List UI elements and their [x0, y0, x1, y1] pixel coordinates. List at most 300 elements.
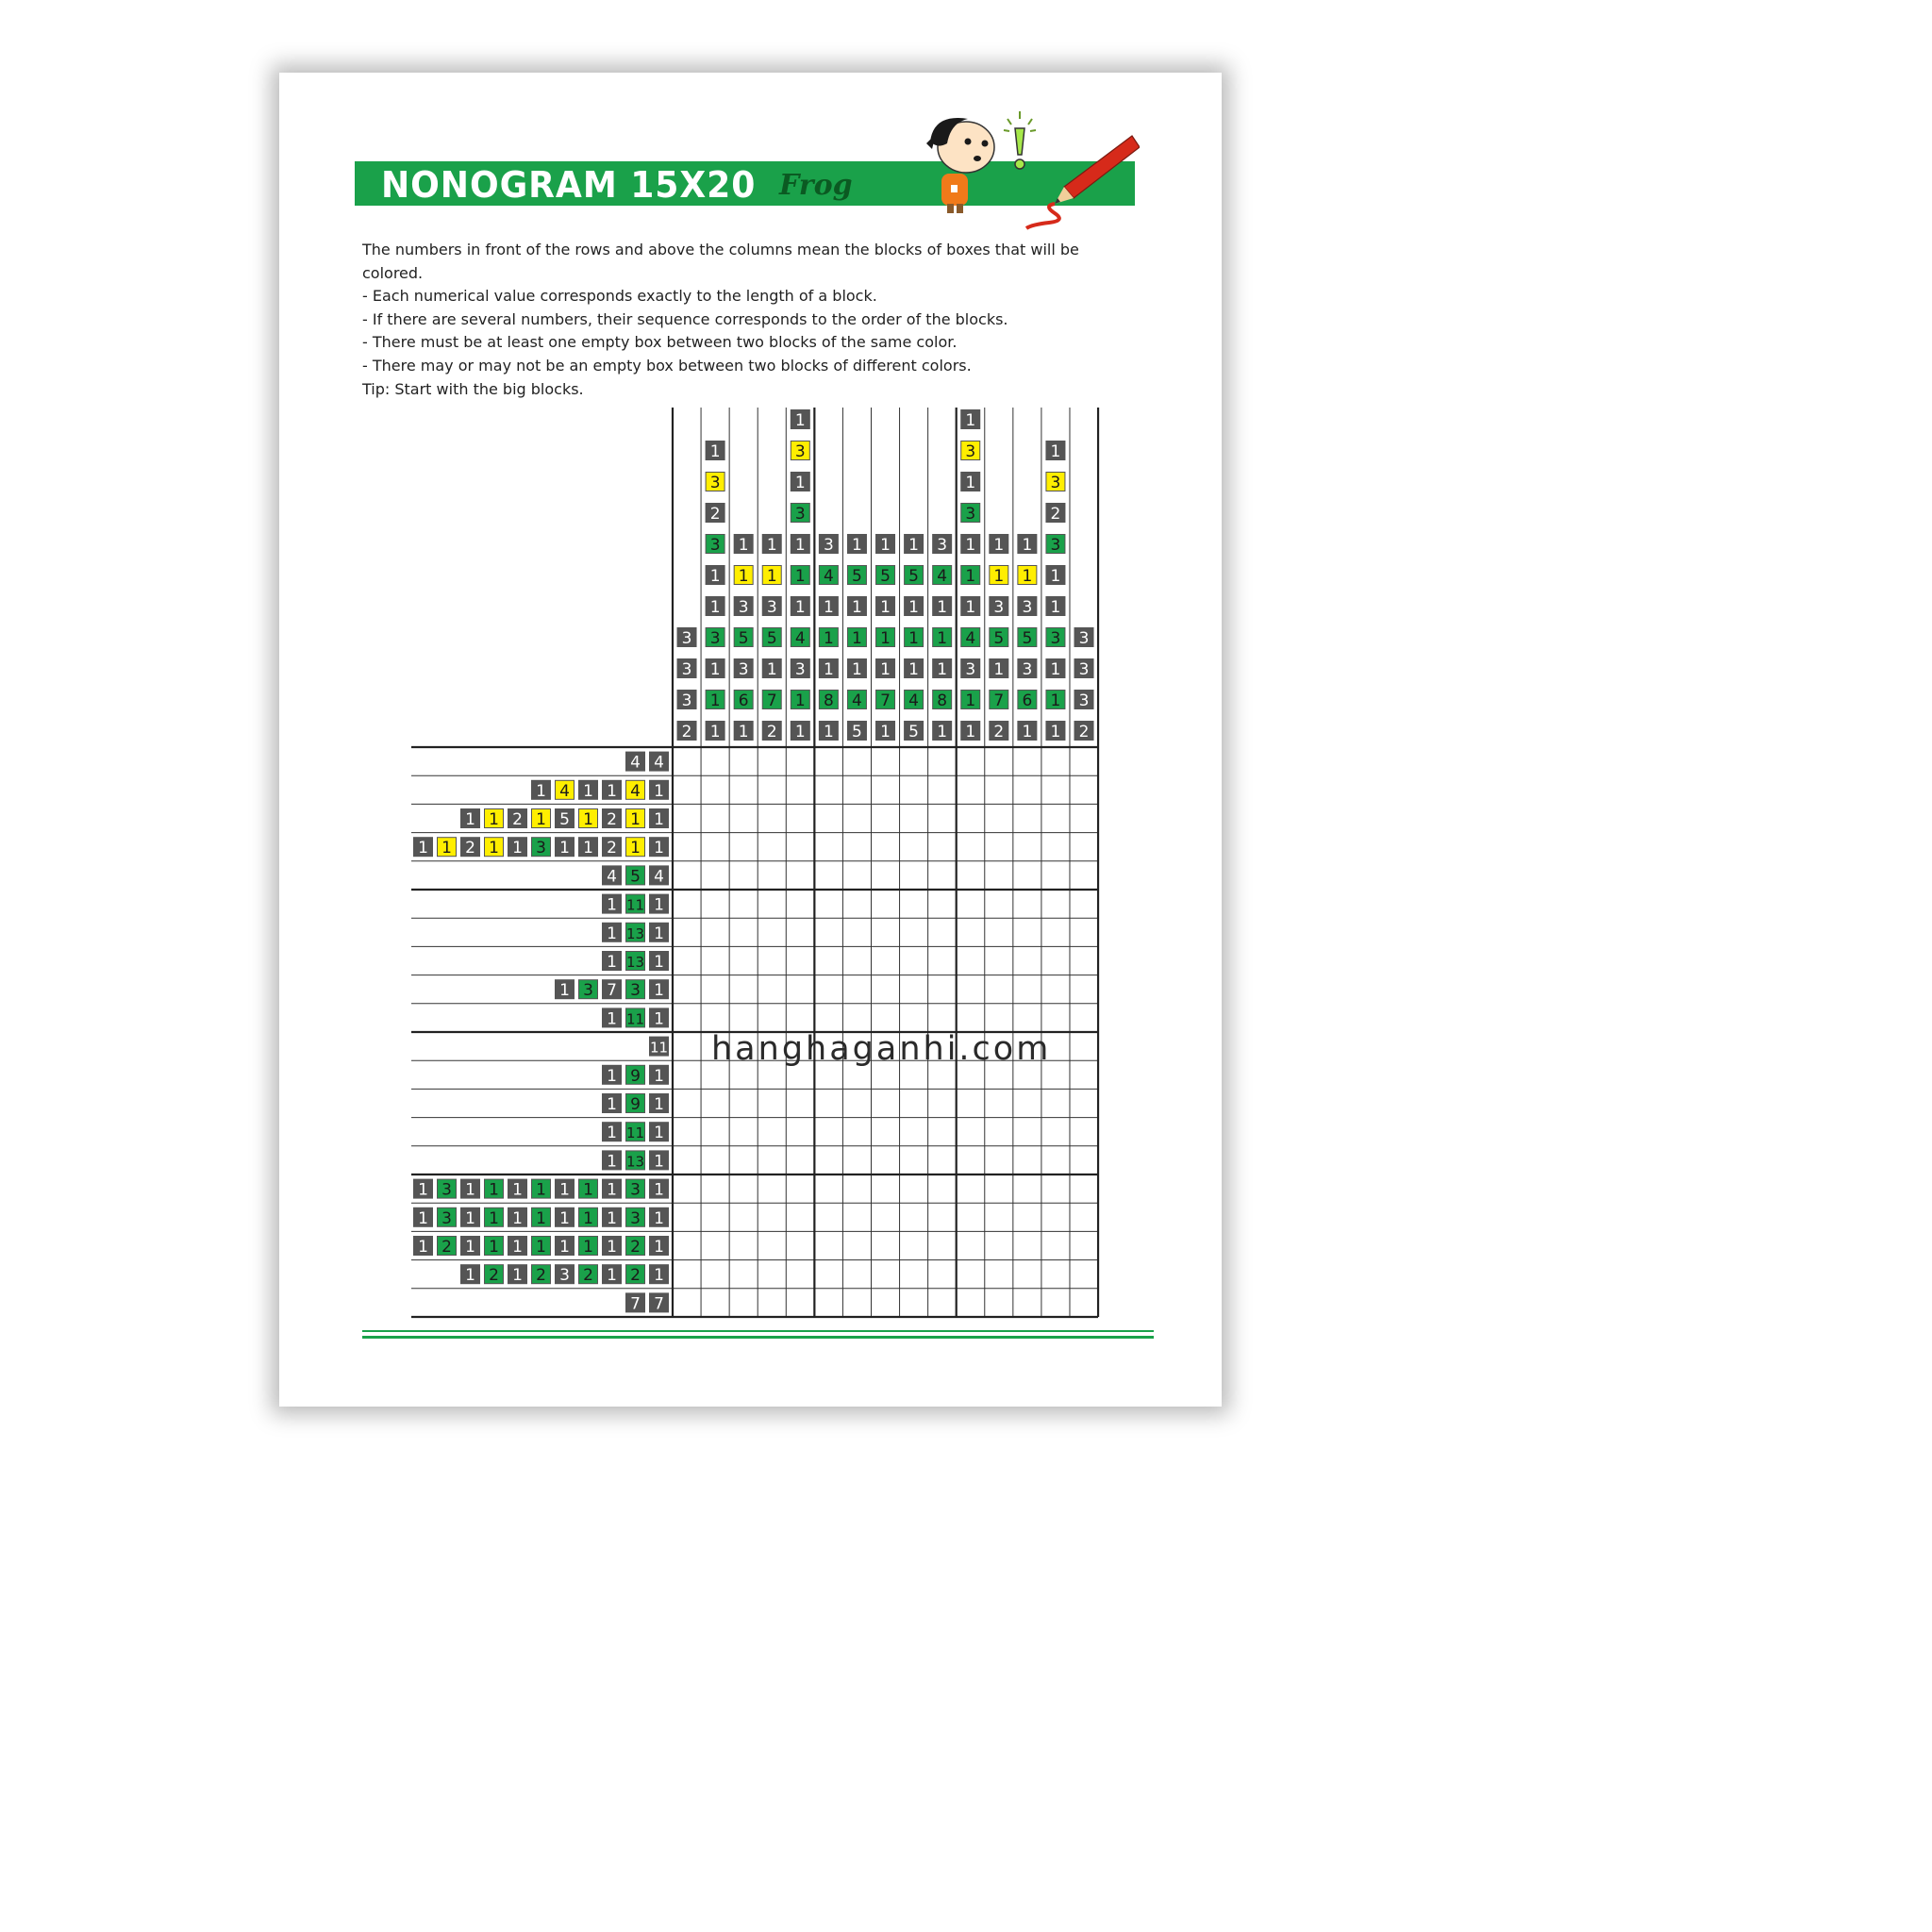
grid-cell[interactable]: [701, 1089, 729, 1117]
grid-cell[interactable]: [842, 1118, 871, 1146]
grid-cell[interactable]: [758, 1289, 786, 1317]
grid-cell[interactable]: [842, 1146, 871, 1174]
grid-cell[interactable]: [871, 946, 899, 974]
grid-cell[interactable]: [786, 833, 814, 861]
grid-cell[interactable]: [957, 804, 985, 832]
grid-cell[interactable]: [701, 1203, 729, 1231]
column-clue-number: 4: [908, 691, 920, 710]
grid-cell[interactable]: [957, 775, 985, 804]
grid-cell[interactable]: [1013, 804, 1041, 832]
grid-cell[interactable]: [957, 1004, 985, 1032]
row-clue-number: 1: [607, 1238, 617, 1257]
grid-cell[interactable]: [814, 833, 842, 861]
grid-cell[interactable]: [814, 861, 842, 890]
grid-cell[interactable]: [673, 1231, 701, 1259]
grid-cell[interactable]: [842, 775, 871, 804]
grid-cell[interactable]: [673, 975, 701, 1004]
grid-cell[interactable]: [786, 1174, 814, 1203]
grid-cell[interactable]: [900, 946, 928, 974]
grid-cell[interactable]: [701, 775, 729, 804]
grid-cell[interactable]: [758, 1004, 786, 1032]
grid-cell[interactable]: [729, 1289, 758, 1317]
grid-cell[interactable]: [928, 1289, 957, 1317]
grid-cell[interactable]: [814, 1118, 842, 1146]
grid-cell[interactable]: [1013, 946, 1041, 974]
row-clue-number: 3: [630, 981, 641, 1001]
instruction-line: Tip: Start with the big blocks.: [362, 379, 584, 398]
grid-cell[interactable]: [928, 918, 957, 946]
grid-cell[interactable]: [871, 861, 899, 890]
grid-cell[interactable]: [871, 804, 899, 832]
grid-cell[interactable]: [900, 975, 928, 1004]
grid-cell[interactable]: [786, 804, 814, 832]
row-clue-number: 2: [583, 1266, 593, 1286]
column-clue-number: 1: [766, 660, 777, 679]
row-clue-number: 1: [559, 1180, 570, 1200]
grid-cell[interactable]: [928, 775, 957, 804]
grid-cell[interactable]: [786, 1004, 814, 1032]
grid-cell[interactable]: [814, 1289, 842, 1317]
grid-cell[interactable]: [673, 1032, 701, 1060]
grid-cell[interactable]: [729, 1004, 758, 1032]
grid-cell[interactable]: [1041, 890, 1070, 918]
grid-cell[interactable]: [1070, 1289, 1098, 1317]
grid-cell[interactable]: [701, 833, 729, 861]
grid-cell[interactable]: [1041, 1118, 1070, 1146]
grid-cell[interactable]: [928, 890, 957, 918]
grid-cell[interactable]: [842, 861, 871, 890]
grid-cell[interactable]: [900, 1118, 928, 1146]
grid-cell[interactable]: [701, 890, 729, 918]
grid-cell[interactable]: [758, 1231, 786, 1259]
grid-cell[interactable]: [842, 918, 871, 946]
grid-cell[interactable]: [701, 1289, 729, 1317]
grid-cell[interactable]: [758, 747, 786, 775]
instruction-line: The numbers in front of the rows and above the columns mean the blocks of boxes that will be: [362, 241, 1079, 258]
grid-cell[interactable]: [957, 1203, 985, 1231]
grid-cell[interactable]: [673, 775, 701, 804]
grid-cell[interactable]: [814, 1146, 842, 1174]
grid-cell[interactable]: [1013, 1260, 1041, 1289]
grid-cell[interactable]: [957, 1174, 985, 1203]
row-clue-number: 1: [607, 953, 617, 972]
grid-cell[interactable]: [673, 1146, 701, 1174]
grid-cell[interactable]: [900, 1004, 928, 1032]
grid-cell[interactable]: [928, 975, 957, 1004]
grid-cell[interactable]: [842, 1089, 871, 1117]
grid-cell[interactable]: [1013, 975, 1041, 1004]
grid-cell[interactable]: [758, 918, 786, 946]
grid-cell[interactable]: [871, 1203, 899, 1231]
grid-cell[interactable]: [928, 1174, 957, 1203]
grid-cell[interactable]: [985, 1203, 1013, 1231]
row-clue-number: 1: [607, 1208, 617, 1228]
grid-cell[interactable]: [928, 861, 957, 890]
grid-cell[interactable]: [957, 747, 985, 775]
grid-cell[interactable]: [673, 946, 701, 974]
row-clue-number: 1: [559, 839, 570, 858]
grid-cell[interactable]: [871, 1089, 899, 1117]
grid-cell[interactable]: [701, 918, 729, 946]
column-clue-number: 1: [965, 411, 976, 430]
grid-cell[interactable]: [701, 946, 729, 974]
grid-cell[interactable]: [928, 833, 957, 861]
grid-cell[interactable]: [957, 946, 985, 974]
grid-cell[interactable]: [673, 804, 701, 832]
grid-cell[interactable]: [758, 775, 786, 804]
grid-cell[interactable]: [786, 1260, 814, 1289]
grid-cell[interactable]: [673, 1118, 701, 1146]
grid-cell[interactable]: [673, 1289, 701, 1317]
grid-cell[interactable]: [957, 918, 985, 946]
row-clue-number: 2: [630, 1238, 641, 1257]
grid-cell[interactable]: [1013, 918, 1041, 946]
grid-cell[interactable]: [1070, 946, 1098, 974]
grid-cell[interactable]: [1070, 1174, 1098, 1203]
grid-cell[interactable]: [701, 1231, 729, 1259]
grid-cell[interactable]: [758, 946, 786, 974]
grid-cell[interactable]: [729, 861, 758, 890]
grid-cell[interactable]: [1041, 1146, 1070, 1174]
grid-cell[interactable]: [786, 861, 814, 890]
grid-cell[interactable]: [985, 1174, 1013, 1203]
grid-cell[interactable]: [1013, 1174, 1041, 1203]
grid-cell[interactable]: [1041, 1260, 1070, 1289]
grid-cell[interactable]: [814, 804, 842, 832]
grid-cell[interactable]: [985, 890, 1013, 918]
grid-cell[interactable]: [842, 1203, 871, 1231]
grid-cell[interactable]: [957, 1089, 985, 1117]
grid-cell[interactable]: [1070, 775, 1098, 804]
grid-cell[interactable]: [871, 890, 899, 918]
grid-cell[interactable]: [842, 946, 871, 974]
grid-cell[interactable]: [786, 975, 814, 1004]
grid-cell[interactable]: [729, 1174, 758, 1203]
grid-cell[interactable]: [1041, 1004, 1070, 1032]
grid-cell[interactable]: [957, 1231, 985, 1259]
grid-cell[interactable]: [900, 1089, 928, 1117]
grid-cell[interactable]: [729, 946, 758, 974]
grid-cell[interactable]: [985, 775, 1013, 804]
grid-cell[interactable]: [842, 1231, 871, 1259]
grid-cell[interactable]: [928, 1004, 957, 1032]
grid-cell[interactable]: [871, 775, 899, 804]
grid-cell[interactable]: [786, 1146, 814, 1174]
grid-cell[interactable]: [900, 1174, 928, 1203]
grid-cell[interactable]: [758, 1146, 786, 1174]
grid-cell[interactable]: [729, 747, 758, 775]
grid-cell[interactable]: [1013, 1118, 1041, 1146]
grid-cell[interactable]: [1070, 1032, 1098, 1060]
grid-cell[interactable]: [1070, 1146, 1098, 1174]
grid-cell[interactable]: [1041, 833, 1070, 861]
grid-cell[interactable]: [1070, 861, 1098, 890]
grid-cell[interactable]: [1070, 975, 1098, 1004]
grid-cell[interactable]: [985, 1231, 1013, 1259]
grid-cell[interactable]: [673, 1203, 701, 1231]
grid-cell[interactable]: [871, 918, 899, 946]
grid-cell[interactable]: [985, 1089, 1013, 1117]
grid-cell[interactable]: [1070, 890, 1098, 918]
column-clue-number: 3: [965, 442, 976, 461]
grid-cell[interactable]: [957, 1260, 985, 1289]
grid-cell[interactable]: [758, 1089, 786, 1117]
grid-cell[interactable]: [900, 1231, 928, 1259]
grid-cell[interactable]: [786, 946, 814, 974]
grid-cell[interactable]: [758, 975, 786, 1004]
grid-cell[interactable]: [957, 861, 985, 890]
grid-cell[interactable]: [814, 946, 842, 974]
grid-cell[interactable]: [928, 804, 957, 832]
row-clue-number: 1: [489, 1208, 499, 1228]
grid-cell[interactable]: [985, 1004, 1013, 1032]
grid-cell[interactable]: [985, 833, 1013, 861]
grid-cell[interactable]: [842, 833, 871, 861]
grid-cell[interactable]: [900, 804, 928, 832]
grid-cell[interactable]: [786, 747, 814, 775]
row-clue-number: 1: [654, 981, 664, 1001]
grid-cell[interactable]: [957, 1118, 985, 1146]
grid-cell[interactable]: [701, 1004, 729, 1032]
column-clue-number: 1: [823, 629, 834, 648]
grid-cell[interactable]: [814, 1004, 842, 1032]
grid-cell[interactable]: [842, 1289, 871, 1317]
grid-cell[interactable]: [1013, 775, 1041, 804]
grid-cell[interactable]: [673, 1260, 701, 1289]
grid-cell[interactable]: [1013, 747, 1041, 775]
grid-cell[interactable]: [673, 1004, 701, 1032]
grid-cell[interactable]: [758, 1203, 786, 1231]
grid-cell[interactable]: [1070, 747, 1098, 775]
grid-cell[interactable]: [900, 890, 928, 918]
grid-cell[interactable]: [729, 1203, 758, 1231]
grid-cell[interactable]: [673, 1174, 701, 1203]
grid-cell[interactable]: [957, 890, 985, 918]
grid-cell[interactable]: [1070, 1231, 1098, 1259]
grid-cell[interactable]: [758, 833, 786, 861]
grid-cell[interactable]: [928, 1203, 957, 1231]
grid-cell[interactable]: [673, 918, 701, 946]
grid-cell[interactable]: [1013, 833, 1041, 861]
grid-cell[interactable]: [729, 890, 758, 918]
grid-cell[interactable]: [985, 1289, 1013, 1317]
row-clue-number: 1: [583, 781, 593, 801]
grid-cell[interactable]: [1013, 1289, 1041, 1317]
grid-cell[interactable]: [985, 918, 1013, 946]
grid-cell[interactable]: [871, 1260, 899, 1289]
grid-cell[interactable]: [814, 918, 842, 946]
grid-cell[interactable]: [1041, 1089, 1070, 1117]
grid-cell[interactable]: [842, 890, 871, 918]
row-clue-number: 5: [630, 867, 641, 887]
grid-cell[interactable]: [900, 1260, 928, 1289]
grid-cell[interactable]: [928, 1146, 957, 1174]
grid-cell[interactable]: [900, 833, 928, 861]
row-clue-number: 1: [512, 839, 523, 858]
grid-cell[interactable]: [786, 1203, 814, 1231]
grid-cell[interactable]: [701, 1174, 729, 1203]
grid-cell[interactable]: [985, 861, 1013, 890]
grid-cell[interactable]: [1041, 1289, 1070, 1317]
grid-cell[interactable]: [1041, 1174, 1070, 1203]
grid-cell[interactable]: [871, 1146, 899, 1174]
grid-cell[interactable]: [1070, 1089, 1098, 1117]
grid-cell[interactable]: [1041, 804, 1070, 832]
grid-cell[interactable]: [758, 804, 786, 832]
grid-cell[interactable]: [814, 890, 842, 918]
grid-cell[interactable]: [871, 1231, 899, 1259]
grid-cell[interactable]: [701, 1118, 729, 1146]
grid-cell[interactable]: [1070, 1203, 1098, 1231]
grid-cell[interactable]: [928, 1231, 957, 1259]
row-clue-number: 1: [418, 1180, 428, 1200]
grid-cell[interactable]: [1041, 1203, 1070, 1231]
grid-cell[interactable]: [701, 747, 729, 775]
grid-cell[interactable]: [729, 775, 758, 804]
grid-cell[interactable]: [900, 861, 928, 890]
grid-cell[interactable]: [1070, 804, 1098, 832]
grid-cell[interactable]: [1041, 747, 1070, 775]
grid-cell[interactable]: [957, 1289, 985, 1317]
grid-cell[interactable]: [985, 1260, 1013, 1289]
grid-cell[interactable]: [1013, 1231, 1041, 1259]
grid-cell[interactable]: [1070, 1060, 1098, 1089]
grid-cell[interactable]: [814, 747, 842, 775]
grid-cell[interactable]: [928, 1089, 957, 1117]
grid-cell[interactable]: [871, 747, 899, 775]
grid-cell[interactable]: [786, 1289, 814, 1317]
grid-cell[interactable]: [729, 975, 758, 1004]
grid-cell[interactable]: [786, 1231, 814, 1259]
grid-cell[interactable]: [928, 946, 957, 974]
grid-cell[interactable]: [985, 946, 1013, 974]
grid-cell[interactable]: [729, 1118, 758, 1146]
grid-cell[interactable]: [842, 1174, 871, 1203]
column-clue-number: 3: [1022, 598, 1033, 617]
grid-cell[interactable]: [842, 1260, 871, 1289]
grid-cell[interactable]: [814, 1231, 842, 1259]
grid-cell[interactable]: [814, 1089, 842, 1117]
grid-cell[interactable]: [758, 1118, 786, 1146]
grid-cell[interactable]: [701, 1260, 729, 1289]
grid-cell[interactable]: [1041, 1231, 1070, 1259]
grid-cell[interactable]: [701, 975, 729, 1004]
grid-cell[interactable]: [1070, 1260, 1098, 1289]
grid-cell[interactable]: [957, 975, 985, 1004]
grid-cell[interactable]: [673, 747, 701, 775]
grid-cell[interactable]: [928, 1260, 957, 1289]
grid-cell[interactable]: [786, 775, 814, 804]
grid-cell[interactable]: [842, 975, 871, 1004]
grid-cell[interactable]: [871, 1289, 899, 1317]
grid-cell[interactable]: [673, 890, 701, 918]
grid-cell[interactable]: [957, 833, 985, 861]
grid-cell[interactable]: [957, 1146, 985, 1174]
grid-cell[interactable]: [871, 1004, 899, 1032]
grid-cell[interactable]: [729, 833, 758, 861]
grid-cell[interactable]: [729, 1146, 758, 1174]
grid-cell[interactable]: [729, 1231, 758, 1259]
grid-cell[interactable]: [900, 775, 928, 804]
grid-cell[interactable]: [1041, 975, 1070, 1004]
grid-cell[interactable]: [1070, 918, 1098, 946]
grid-cell[interactable]: [985, 747, 1013, 775]
grid-cell[interactable]: [814, 775, 842, 804]
grid-cell[interactable]: [758, 861, 786, 890]
grid-cell[interactable]: [1013, 1203, 1041, 1231]
grid-cell[interactable]: [871, 1174, 899, 1203]
grid-cell[interactable]: [1013, 890, 1041, 918]
grid-cell[interactable]: [1013, 1146, 1041, 1174]
grid-cell[interactable]: [928, 1118, 957, 1146]
grid-cell[interactable]: [729, 804, 758, 832]
grid-cell[interactable]: [1013, 1004, 1041, 1032]
grid-cell[interactable]: [1070, 833, 1098, 861]
grid-cell[interactable]: [1041, 918, 1070, 946]
row-clue-number: 1: [654, 1066, 664, 1086]
grid-cell[interactable]: [758, 890, 786, 918]
grid-cell[interactable]: [729, 1089, 758, 1117]
grid-cell[interactable]: [701, 1146, 729, 1174]
grid-cell[interactable]: [786, 918, 814, 946]
grid-cell[interactable]: [673, 861, 701, 890]
grid-cell[interactable]: [786, 1089, 814, 1117]
grid-cell[interactable]: [729, 918, 758, 946]
grid-cell[interactable]: [786, 1118, 814, 1146]
grid-cell[interactable]: [1041, 946, 1070, 974]
grid-cell[interactable]: [985, 975, 1013, 1004]
grid-cell[interactable]: [1013, 861, 1041, 890]
grid-cell[interactable]: [928, 747, 957, 775]
grid-cell[interactable]: [814, 975, 842, 1004]
grid-cell[interactable]: [786, 890, 814, 918]
grid-cell[interactable]: [673, 1060, 701, 1089]
grid-cell[interactable]: [673, 1089, 701, 1117]
grid-cell[interactable]: [871, 833, 899, 861]
grid-cell[interactable]: [985, 1146, 1013, 1174]
grid-cell[interactable]: [701, 861, 729, 890]
grid-cell[interactable]: [814, 1260, 842, 1289]
grid-cell[interactable]: [1070, 1004, 1098, 1032]
grid-cell[interactable]: [900, 747, 928, 775]
grid-cell[interactable]: [871, 1118, 899, 1146]
grid-cell[interactable]: [871, 975, 899, 1004]
grid-cell[interactable]: [729, 1260, 758, 1289]
grid-cell[interactable]: [842, 747, 871, 775]
row-clue-number: 1: [489, 1180, 499, 1200]
grid-cell[interactable]: [985, 804, 1013, 832]
grid-cell[interactable]: [1070, 1118, 1098, 1146]
row-clue-number: 1: [654, 924, 664, 943]
grid-cell[interactable]: [1013, 1089, 1041, 1117]
grid-cell[interactable]: [701, 804, 729, 832]
grid-cell[interactable]: [900, 1203, 928, 1231]
instruction-line: - Each numerical value corresponds exactly to the length of a block.: [362, 287, 877, 306]
grid-cell[interactable]: [1041, 775, 1070, 804]
grid-cell[interactable]: [673, 833, 701, 861]
grid-cell[interactable]: [1041, 861, 1070, 890]
grid-cell[interactable]: [985, 1118, 1013, 1146]
grid-cell[interactable]: [814, 1174, 842, 1203]
grid-cell[interactable]: [900, 918, 928, 946]
grid-cell[interactable]: [758, 1260, 786, 1289]
grid-cell[interactable]: [842, 1004, 871, 1032]
grid-cell[interactable]: [758, 1174, 786, 1203]
grid-cell[interactable]: [814, 1203, 842, 1231]
grid-cell[interactable]: [900, 1289, 928, 1317]
grid-cell[interactable]: [842, 804, 871, 832]
grid-cell[interactable]: [900, 1146, 928, 1174]
